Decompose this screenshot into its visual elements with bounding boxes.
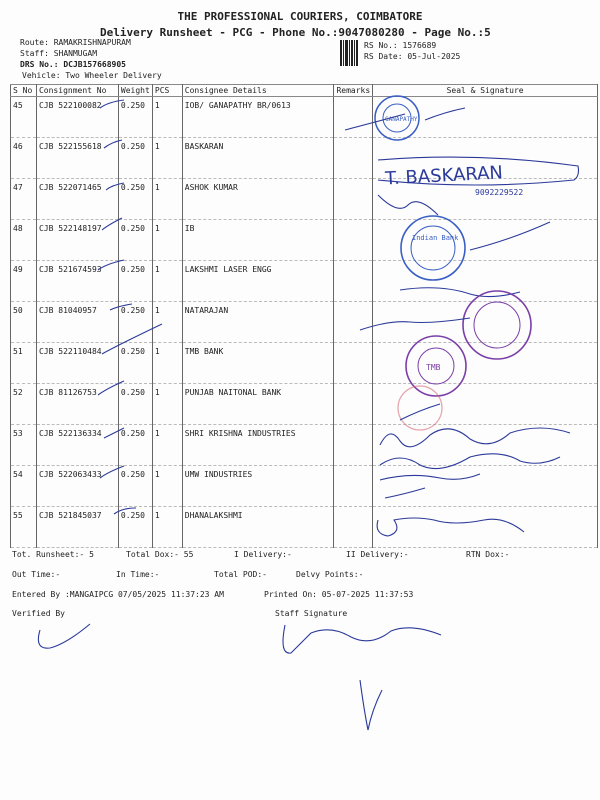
- out-time: Out Time:-: [12, 570, 61, 579]
- in-time: In Time:-: [116, 570, 160, 579]
- pcs-cell: 1: [152, 138, 182, 179]
- consignment-cell: CJB 522063433: [36, 466, 118, 507]
- tick-marks: [98, 100, 162, 514]
- weight-cell: 0.250: [118, 261, 152, 302]
- drs-label: DRS No.: DCJB157668905: [20, 60, 126, 69]
- total-pod: Total POD:-: [214, 570, 267, 579]
- weight-cell: 0.250: [118, 179, 152, 220]
- consignee-cell: IOB/ GANAPATHY BR/0613: [182, 97, 334, 138]
- sno-cell: 54: [11, 466, 37, 507]
- indian-bank-stamp-text: Indian Bank: [412, 234, 459, 242]
- sno-cell: 46: [11, 138, 37, 179]
- rtn-dox: RTN Dox:-: [466, 550, 510, 559]
- total-dox: Total Dox:- 55: [126, 550, 194, 559]
- consignee-cell: IB: [182, 220, 334, 261]
- route-label: Route: RAMAKRISHNAPURAM: [20, 38, 131, 47]
- weight-cell: 0.250: [118, 466, 152, 507]
- row53-signature: [380, 428, 570, 447]
- sno-cell: 49: [11, 261, 37, 302]
- consignment-cell: CJB 522136334: [36, 425, 118, 466]
- runsheet-subtitle: Delivery Runsheet - PCG - Phone No.:9047080280 - Page No.:5: [100, 26, 491, 39]
- col-header: PCS: [152, 85, 182, 97]
- verified-signature: [38, 624, 90, 648]
- pcs-cell: 1: [152, 384, 182, 425]
- weight-cell: 0.250: [118, 384, 152, 425]
- col-header: Consignee Details: [182, 85, 334, 97]
- rs-date-label: RS Date: 05-Jul-2025: [364, 52, 461, 61]
- pcs-cell: 1: [152, 179, 182, 220]
- sno-cell: 55: [11, 507, 37, 548]
- phone-handwriting: 9092229522: [475, 188, 524, 197]
- vehicle-label: Vehicle: Two Wheeler Delivery: [22, 71, 162, 80]
- weight-cell: 0.250: [118, 302, 152, 343]
- weight-cell: 0.250: [118, 343, 152, 384]
- pcs-cell: 1: [152, 507, 182, 548]
- consignment-cell: CJB 521845037: [36, 507, 118, 548]
- i-delivery: I Delivery:-: [234, 550, 292, 559]
- weight-cell: 0.250: [118, 138, 152, 179]
- entered-by: Entered By :MANGAIPCG 07/05/2025 11:37:23 AM: [12, 590, 224, 599]
- company-title: THE PROFESSIONAL COURIERS, COIMBATORE: [177, 10, 423, 23]
- row55-signature: [377, 518, 524, 536]
- pcs-cell: 1: [152, 220, 182, 261]
- indian-bank-stamp: [400, 216, 550, 297]
- sno-cell: 53: [11, 425, 37, 466]
- weight-cell: 0.250: [118, 507, 152, 548]
- consignee-cell: TMB BANK: [182, 343, 334, 384]
- consignee-cell: BASKARAN: [182, 138, 334, 179]
- sno-cell: 45: [11, 97, 37, 138]
- purple-bank-stamp: [360, 291, 531, 359]
- weight-cell: 0.250: [118, 425, 152, 466]
- sno-cell: 47: [11, 179, 37, 220]
- pcs-cell: 1: [152, 425, 182, 466]
- staff-label: Staff: SHANMUGAM: [20, 49, 98, 58]
- staff-signature: [283, 625, 441, 653]
- staff-signature-label: Staff Signature: [275, 609, 348, 618]
- consignee-cell: SHRI KRISHNA INDUSTRIES: [182, 425, 334, 466]
- baskaran-handwriting: T. BASKARAN: [384, 162, 504, 190]
- sno-cell: 50: [11, 302, 37, 343]
- col-header: S No: [11, 85, 37, 97]
- consignment-cell: CJB 522071465: [36, 179, 118, 220]
- iob-stamp-text: GANAPATHY: [385, 116, 418, 123]
- red-stamp: [398, 386, 442, 430]
- pcs-cell: 1: [152, 343, 182, 384]
- row54-signature: [380, 454, 560, 469]
- ii-delivery: II Delivery:-: [346, 550, 409, 559]
- pcs-cell: 1: [152, 302, 182, 343]
- consignee-cell: PUNJAB NAITONAL BANK: [182, 384, 334, 425]
- pcs-cell: 1: [152, 261, 182, 302]
- pcs-cell: 1: [152, 97, 182, 138]
- consignee-cell: UMW INDUSTRIES: [182, 466, 334, 507]
- consignment-cell: CJB 522155618: [36, 138, 118, 179]
- total-runsheet: Tot. Runsheet:- 5: [12, 550, 94, 559]
- consignment-cell: CJB 81126753: [36, 384, 118, 425]
- sno-cell: 52: [11, 384, 37, 425]
- tmb-stamp-text: TMB: [426, 363, 441, 372]
- col-header: Consignment No: [36, 85, 118, 97]
- sno-cell: 48: [11, 220, 37, 261]
- pcs-cell: 1: [152, 466, 182, 507]
- staff-signature-stroke: [360, 680, 382, 730]
- consignment-cell: CJB 522110484: [36, 343, 118, 384]
- consignment-cell: CJB 522148197: [36, 220, 118, 261]
- consignee-cell: ASHOK KUMAR: [182, 179, 334, 220]
- sno-cell: 51: [11, 343, 37, 384]
- rs-no-label: RS No.: 1576689: [364, 41, 437, 50]
- consignee-cell: LAKSHMI LASER ENGG: [182, 261, 334, 302]
- consignee-cell: NATARAJAN: [182, 302, 334, 343]
- consignment-cell: CJB 521674593: [36, 261, 118, 302]
- iob-stamp: [345, 96, 465, 140]
- weight-cell: 0.250: [118, 97, 152, 138]
- delivery-points: Delvy Points:-: [296, 570, 364, 579]
- consignment-cell: CJB 522100082: [36, 97, 118, 138]
- col-header: Seal & Signature: [373, 85, 598, 97]
- consignee-cell: DHANALAKSHMI: [182, 507, 334, 548]
- weight-cell: 0.250: [118, 220, 152, 261]
- col-header: Remarks: [334, 85, 373, 97]
- verified-by-label: Verified By: [12, 609, 65, 618]
- printed-on: Printed On: 05-07-2025 11:37:53: [264, 590, 414, 599]
- consignment-cell: CJB 81040957: [36, 302, 118, 343]
- col-header: Weight: [118, 85, 152, 97]
